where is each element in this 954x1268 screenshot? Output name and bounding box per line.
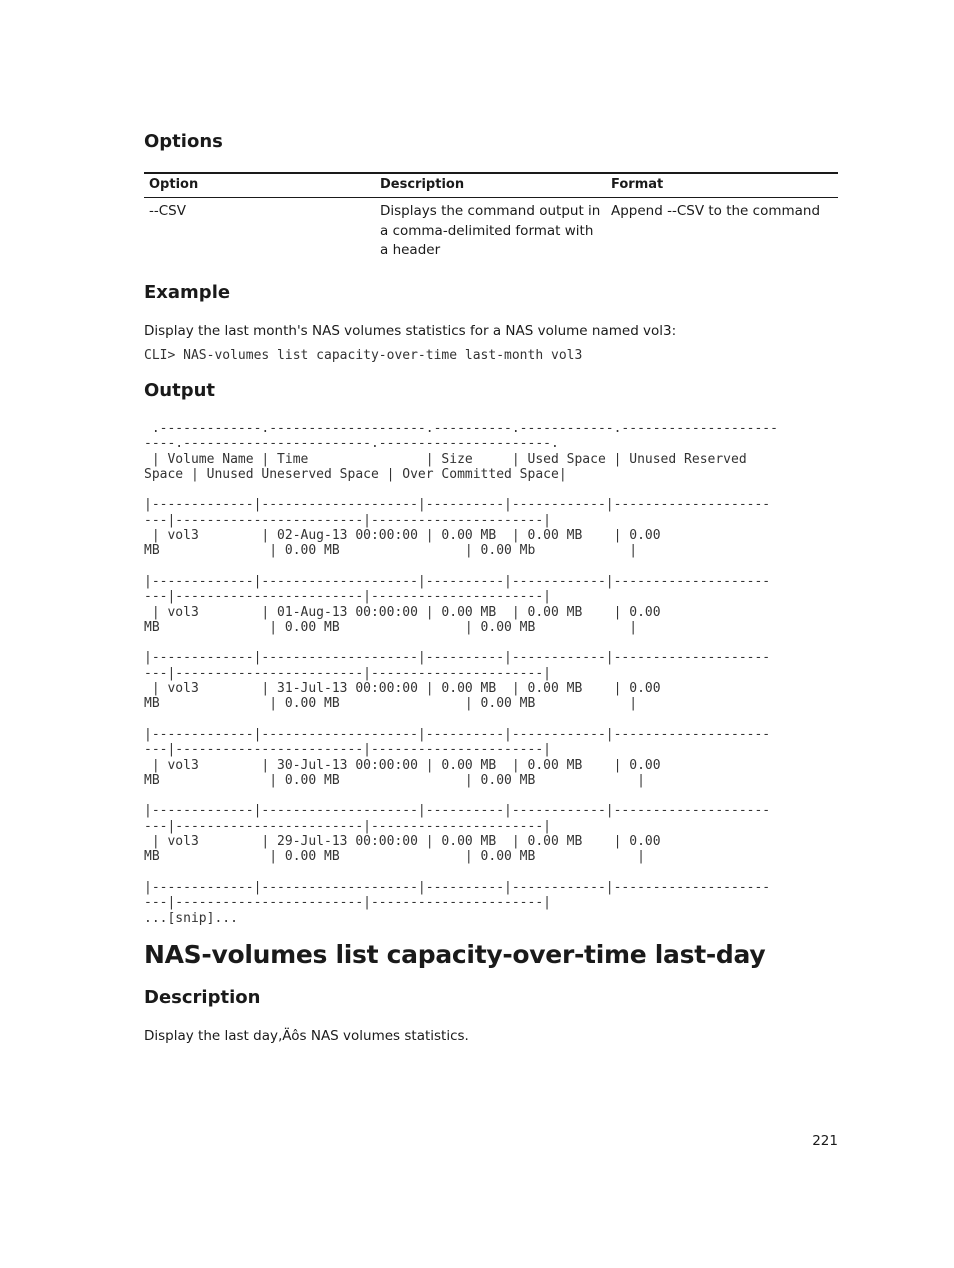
output-line: | vol3 | 02-Aug-13 00:00:00 | 0.00 MB | 0.00 MB | 0.00 bbox=[144, 528, 661, 544]
output-line: MB | 0.00 MB | 0.00 Mb | bbox=[144, 543, 638, 559]
output-line bbox=[144, 712, 778, 727]
output-line: Space | Unused Uneserved Space | Over Committed Space| bbox=[144, 466, 567, 482]
output-line: ---|------------------------|----------------------| bbox=[144, 665, 551, 681]
output-line: MB | 0.00 MB | 0.00 MB | bbox=[144, 696, 638, 712]
output-line: |-------------|--------------------|----------|------------|-------------------- bbox=[144, 803, 771, 819]
page-number: 221 bbox=[812, 1133, 838, 1149]
output-line: ---|------------------------|----------------------| bbox=[144, 742, 551, 758]
output-line: MB | 0.00 MB | 0.00 MB | bbox=[144, 772, 645, 788]
output-line: ---|------------------------|----------------------| bbox=[144, 818, 551, 834]
output-line: | vol3 | 29-Jul-13 00:00:00 | 0.00 MB | 0.00 MB | 0.00 bbox=[144, 834, 661, 850]
output-line: ---|------------------------|----------------------| bbox=[144, 512, 551, 528]
description-cell: Displays the command output in a comma-delimited format with a header bbox=[380, 203, 601, 258]
section-title: NAS-volumes list capacity-over-time last-day bbox=[144, 940, 766, 969]
option-cell bbox=[144, 198, 375, 265]
description-heading: Description bbox=[144, 987, 261, 1008]
format-cell: Append --CSV to the command bbox=[611, 203, 821, 219]
output-line: ...[snip]... bbox=[144, 910, 238, 926]
description-text: Display the last day‚Äôs NAS volumes statistics. bbox=[144, 1028, 469, 1044]
example-heading: Example bbox=[144, 282, 231, 303]
options-table-header-format: Format bbox=[606, 173, 838, 198]
output-line: ---|------------------------|----------------------| bbox=[144, 589, 551, 605]
output-line bbox=[144, 559, 778, 574]
options-table-header-description: Description bbox=[375, 173, 606, 198]
output-line: | vol3 | 31-Jul-13 00:00:00 | 0.00 MB | 0.00 MB | 0.00 bbox=[144, 681, 661, 697]
output-line bbox=[144, 788, 778, 803]
output-line: | vol3 | 01-Aug-13 00:00:00 | 0.00 MB | 0.00 MB | 0.00 bbox=[144, 604, 661, 620]
output-line: |-------------|--------------------|----------|------------|-------------------- bbox=[144, 573, 771, 589]
output-code-block bbox=[144, 421, 778, 926]
output-line: MB | 0.00 MB | 0.00 MB | bbox=[144, 849, 645, 865]
output-line bbox=[144, 865, 778, 880]
output-line: | vol3 | 30-Jul-13 00:00:00 | 0.00 MB | 0.00 MB | 0.00 bbox=[144, 757, 661, 773]
output-line: |-------------|--------------------|----------|------------|-------------------- bbox=[144, 650, 771, 666]
output-line: ----.------------------------.----------------------. bbox=[144, 436, 559, 452]
options-table-header-option: Option bbox=[144, 173, 375, 198]
output-line: |-------------|--------------------|----------|------------|-------------------- bbox=[144, 497, 771, 513]
option-value: --CSV bbox=[149, 203, 186, 219]
output-line: | Volume Name | Time | Size | Used Space | Unused Reserved bbox=[144, 451, 747, 467]
options-heading: Options bbox=[144, 131, 223, 152]
example-command: CLI> NAS-volumes list capacity-over-time last-month vol3 bbox=[144, 348, 583, 363]
output-line: MB | 0.00 MB | 0.00 MB | bbox=[144, 619, 638, 635]
example-text: Display the last month's NAS volumes statistics for a NAS volume named vol3: bbox=[144, 323, 677, 339]
output-line: |-------------|--------------------|----------|------------|-------------------- bbox=[144, 879, 771, 895]
options-table-header-row bbox=[144, 173, 838, 198]
output-line bbox=[144, 635, 778, 650]
output-line: ---|------------------------|----------------------| bbox=[144, 895, 551, 911]
options-table bbox=[144, 172, 838, 265]
output-line: .-------------.--------------------.----------.------------.-------------------- bbox=[144, 421, 778, 436]
output-line bbox=[144, 482, 778, 497]
output-heading: Output bbox=[144, 380, 216, 401]
table-row bbox=[144, 198, 838, 265]
output-line: |-------------|--------------------|----------|------------|-------------------- bbox=[144, 726, 771, 742]
